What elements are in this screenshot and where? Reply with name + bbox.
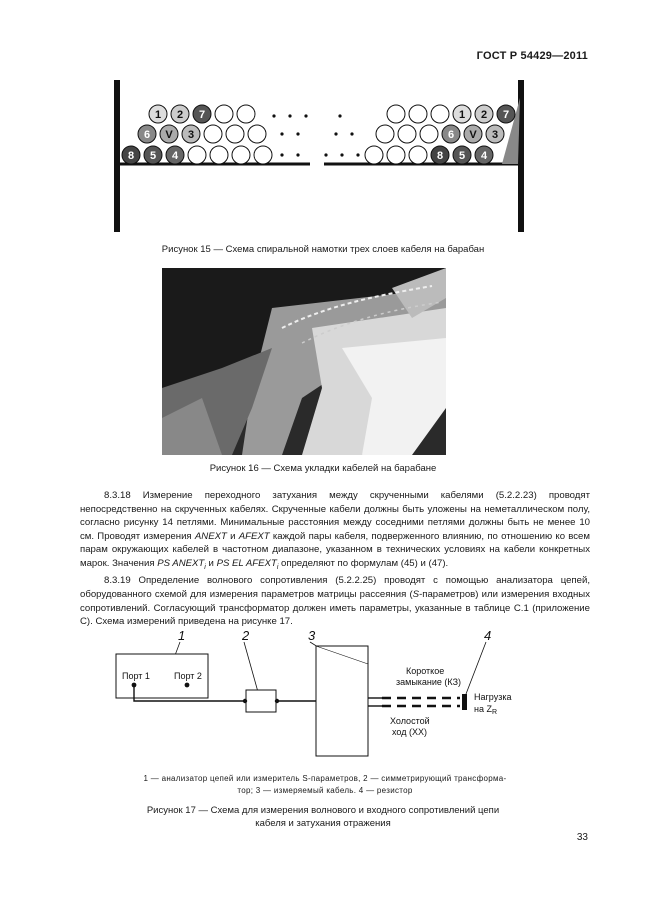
cable-label: 8 bbox=[127, 150, 135, 162]
label-1: 1 bbox=[178, 628, 186, 643]
cable-label: 7 bbox=[502, 109, 510, 121]
balun-transformer-box bbox=[246, 690, 276, 712]
cable-label: V bbox=[469, 129, 477, 141]
body-text bbox=[80, 489, 590, 629]
cable-under-test-box bbox=[316, 646, 368, 756]
continuation-dots bbox=[272, 114, 359, 156]
short-circuit-label-2: замыкание (КЗ) bbox=[396, 677, 462, 687]
cable-label: 2 bbox=[480, 109, 488, 121]
figure-16-drum-photo bbox=[162, 268, 446, 455]
text-segment: PS EL AFEXT bbox=[216, 557, 277, 569]
port2-terminal bbox=[185, 683, 190, 688]
text-segment: -параметров) или измерения входных сопротивлений. Согласующий трансформатор должен иметь параметры, указанные в таблице С.1 (приложение С). Схема измерений приведена на рисунке 17. bbox=[80, 589, 591, 628]
cable-label: 3 bbox=[187, 129, 195, 141]
leader-2 bbox=[244, 642, 258, 692]
text-segment: каждой пары кабеля, подверженного влиянию, по отношению ко всем парам окружающих кабелей в частотном диапазоне, указанном в технических условиях на кабели конкретных марок. Значения bbox=[80, 530, 590, 569]
label-4: 4 bbox=[484, 628, 492, 643]
label-3: 3 bbox=[308, 628, 316, 643]
figure-16-caption: Рисунок 16 — Схема укладки кабелей на барабане bbox=[209, 463, 437, 474]
figure-15-caption: Рисунок 15 — Схема спиральной намотки трех слоев кабеля на барабан bbox=[161, 244, 485, 255]
text-segment: ANEXT bbox=[194, 530, 227, 542]
paragraph-8-3-19 bbox=[80, 574, 590, 628]
cable-label: V bbox=[165, 129, 173, 141]
text-segment: i bbox=[276, 563, 279, 571]
figure-17-measurement-scheme bbox=[110, 628, 540, 768]
cable-label: 4 bbox=[480, 150, 488, 162]
cable-label: 8 bbox=[436, 150, 444, 162]
text-segment: 8.3.19 Определение волнового сопротивления (5.2.2.25) проводят с помощью анализатора цепей, оборудованного схемой для измерения параметров матрицы рассеяния ( bbox=[80, 575, 590, 601]
open-circuit-label-1: Холостой bbox=[390, 716, 430, 726]
leader-4 bbox=[466, 642, 486, 694]
cable-label: 5 bbox=[458, 150, 466, 162]
right-coil bbox=[365, 105, 515, 164]
page-number: 33 bbox=[576, 832, 588, 843]
cable-label: 6 bbox=[143, 129, 151, 141]
text-segment: S bbox=[412, 589, 420, 601]
cable-label: 4 bbox=[171, 150, 179, 162]
figure-17-caption: Рисунок 17 — Схема для измерения волнового и входного сопротивлений цепи кабеля и затухания отражения bbox=[146, 805, 500, 829]
text-segment: AFEXT bbox=[238, 530, 270, 542]
text-segment: i bbox=[204, 563, 206, 571]
cable-label: 3 bbox=[491, 129, 499, 141]
port1-label: Порт 1 bbox=[122, 671, 150, 681]
label-2: 2 bbox=[242, 628, 250, 643]
cable-label: 6 bbox=[447, 129, 455, 141]
text-segment: и bbox=[205, 557, 217, 569]
cable-label: 7 bbox=[198, 109, 206, 121]
cable-label: 5 bbox=[149, 150, 157, 162]
figure-17-legend: 1 — анализатор цепей или измеритель S-параметров, 2 — симметрирующий трансформа- тор; 3 — измеряемый кабель. 4 — резистор bbox=[143, 774, 507, 795]
text-segment: и bbox=[226, 530, 239, 542]
document-standard-header: ГОСТ Р 54429—2011 bbox=[476, 50, 588, 62]
open-circuit-label-2: ход (XX) bbox=[392, 727, 427, 737]
cable-label: 2 bbox=[176, 109, 184, 121]
load-resistor bbox=[462, 694, 467, 710]
short-circuit-label-1: Короткое bbox=[406, 666, 445, 676]
figure-15-drum-winding bbox=[110, 78, 540, 238]
port2-label: Порт 2 bbox=[174, 671, 202, 681]
text-segment: определяют по формулам (45) и (47). bbox=[278, 557, 449, 569]
text-segment: PS ANEXT bbox=[157, 557, 205, 569]
cable-label: 1 bbox=[154, 109, 162, 121]
paragraph-8-3-18 bbox=[80, 489, 590, 574]
left-coil bbox=[122, 105, 272, 164]
drum-left-flange bbox=[114, 80, 120, 232]
load-label-2: на $Z_R$ bbox=[474, 704, 498, 716]
text-segment: 8.3.18 Измерение переходного затухания между скрученными кабелями (5.2.2.23) проводят непосредственно на скрученных кабелях. Скрученные кабели должны быть уложены на неметаллическом полу, согласно рисунку 14 петлями. Минимальные расстояния между соседними петлями должны быть не менее 10 см. Проводят измерения bbox=[80, 490, 590, 542]
cable-label: 1 bbox=[458, 109, 466, 121]
load-label-1: Нагрузка bbox=[474, 692, 512, 702]
